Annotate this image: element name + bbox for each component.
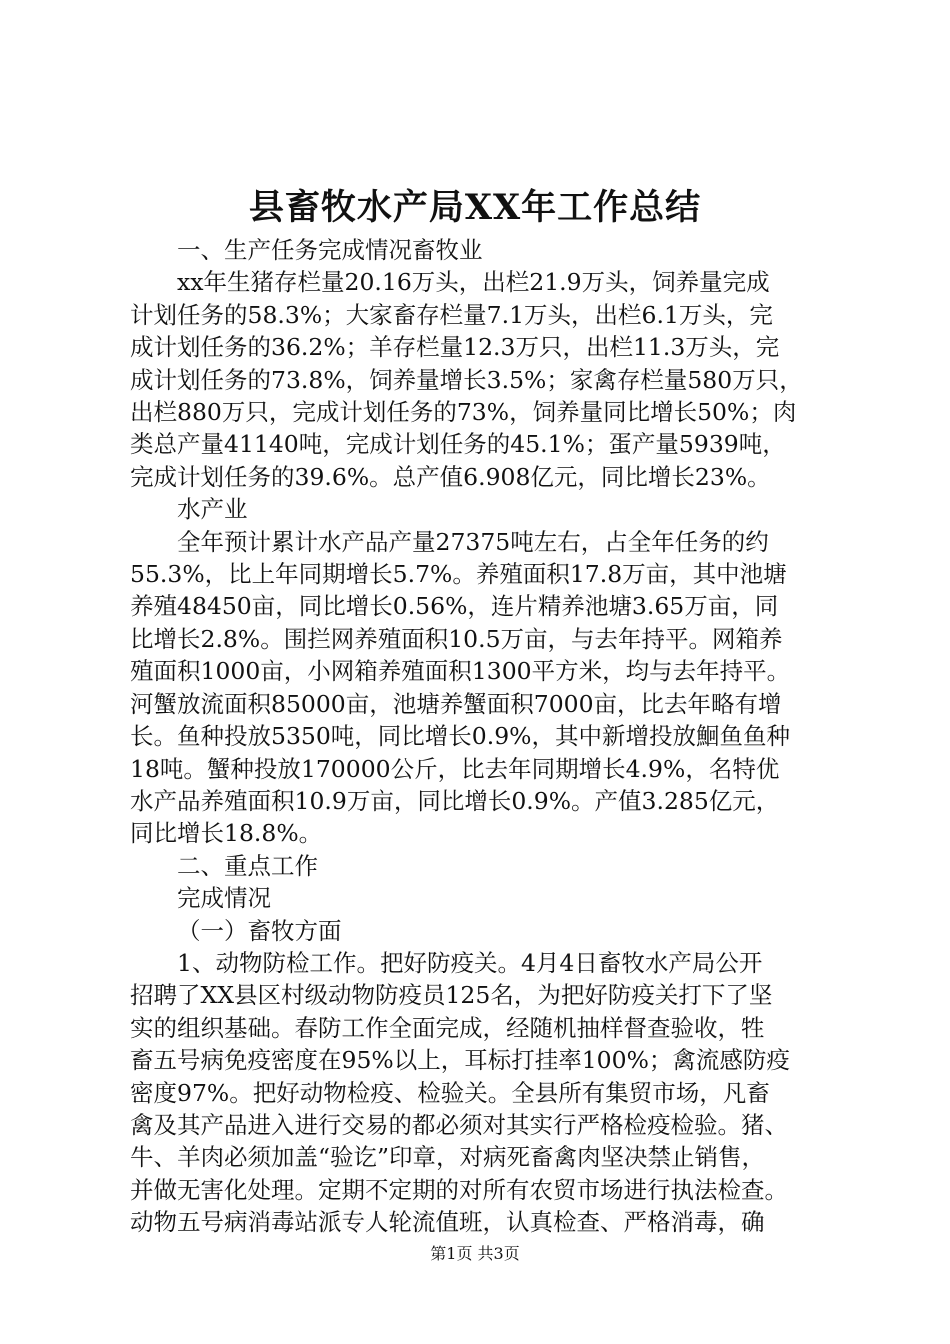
section-heading: 二、重点工作 (177, 851, 318, 880)
paragraph-line: 18吨。蟹种投放170000公斤，比去年同期增长4.9%，名特优 (130, 754, 780, 783)
paragraph-line: 比增长2.8%。围拦网养殖面积10.5万亩，与去年持平。网箱养 (130, 624, 783, 653)
paragraph-line: 禽及其产品进入进行交易的都必须对其实行严格检疫检验。猪、 (130, 1110, 788, 1139)
paragraph-line: 养殖48450亩，同比增长0.56%，连片精养池塘3.65万亩，同 (130, 592, 779, 621)
paragraph-line: 长。鱼种投放5350吨，同比增长0.9%，其中新增投放鮰鱼鱼种 (130, 722, 791, 751)
paragraph-line: 成计划任务的36.2%；羊存栏量12.3万只，出栏11.3万头，完 (130, 333, 780, 362)
paragraph-line: 完成计划任务的39.6%。总产值6.908亿元，同比增长23%。 (130, 462, 771, 491)
paragraph-line: 计划任务的58.3%；大家畜存栏量7.1万头，出栏6.1万头，完 (130, 300, 773, 329)
paragraph-line: 招聘了XX县区村级动物防疫员125名，为把好防疫关打下了坚 (130, 981, 773, 1010)
paragraph-line: 出栏880万只，完成计划任务的73%，饲养量同比增长50%；肉 (130, 398, 797, 427)
paragraph-line: 同比增长18.8%。 (130, 819, 323, 848)
paragraph-line: 河蟹放流面积85000亩，池塘养蟹面积7000亩，比去年略有增 (130, 689, 782, 718)
page-footer: 第1页 共3页 (430, 1244, 520, 1263)
paragraph-line: 并做无害化处理。定期不定期的对所有农贸市场进行执法检查。 (130, 1175, 788, 1204)
paragraph-line: xx年生猪存栏量20.16万头，出栏21.9万头，饲养量完成 (177, 268, 770, 297)
paragraph-line: 全年预计累计水产品产量27375吨左右，占全年任务的约 (177, 527, 769, 556)
section-heading: 水产业 (177, 495, 248, 524)
paragraph-line: 畜五号病免疫密度在95%以上，耳标打挂率100%；禽流感防疫 (130, 1046, 790, 1075)
subsection-heading: （一）畜牧方面 (177, 916, 342, 945)
paragraph-line: 1、动物防检工作。把好防疫关。4月4日畜牧水产局公开 (177, 948, 763, 977)
paragraph-line: 成计划任务的73.8%，饲养量增长3.5%；家禽存栏量580万只， (130, 365, 803, 394)
section-heading: 一、生产任务完成情况畜牧业 (177, 236, 483, 264)
paragraph-line: 动物五号病消毒站派专人轮流值班，认真检查、严格消毒，确 (130, 1208, 765, 1237)
paragraph-line: 水产品养殖面积10.9万亩，同比增长0.9%。产值3.285亿元， (130, 786, 780, 815)
document-body (130, 234, 834, 1239)
paragraph-line: 55.3%，比上年同期增长5.7%。养殖面积17.8万亩，其中池塘 (130, 560, 787, 589)
section-heading: 完成情况 (177, 884, 271, 913)
paragraph-line: 类总产量41140吨，完成计划任务的45.1%；蛋产量5939吨， (130, 430, 786, 459)
paragraph-line: 密度97%。把好动物检疫、检验关。全县所有集贸市场，凡畜 (130, 1078, 770, 1107)
paragraph-line: 牛、羊肉必须加盖“验讫”印章，对病死畜禽肉坚决禁止销售， (130, 1143, 766, 1172)
document-title: 县畜牧水产局XX年工作总结 (248, 187, 702, 228)
paragraph-line: 实的组织基础。春防工作全面完成，经随机抽样督查验收，牲 (130, 1013, 765, 1042)
paragraph-line: 殖面积1000亩，小网箱养殖面积1300平方米，均与去年持平。 (130, 657, 791, 686)
